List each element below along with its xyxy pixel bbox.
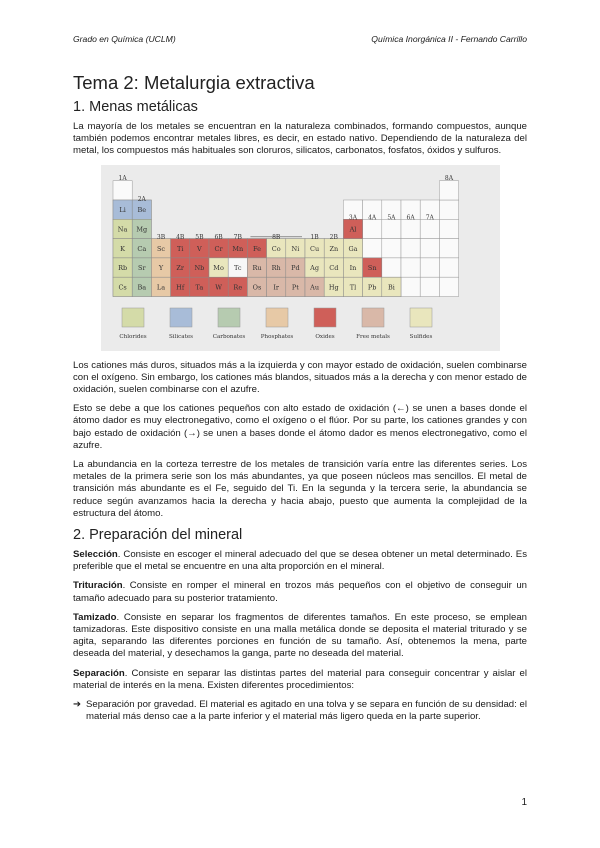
empty-cell: [362, 219, 381, 238]
section-1-paragraph-4: La abundancia en la corteza terrestre de los metales de transición varía entre las diferentes series. Los metales de la primera serie son los más abundantes, ya que poseen núcleos mas sencillos. El metal de transición más abundante es el Fe, seguido del Ti. En la segunda y la tercera serie, la abundancia se reduce según avanzamos hacia la derecha y hacia abajo, puesto que aumenta la complejidad de la estructura del átomo.: [73, 459, 527, 519]
group-label: 2B: [329, 233, 338, 241]
empty-cell: [420, 277, 439, 296]
group-label: 3A: [348, 214, 357, 222]
empty-cell: [420, 258, 439, 277]
legend-label: Oxides: [314, 333, 335, 340]
legend-label: Sulfides: [409, 333, 432, 340]
legend-label: Chlorides: [118, 333, 147, 340]
element-symbol: Ga: [347, 244, 358, 253]
element-symbol: V: [196, 244, 202, 253]
section-2-heading: 2. Preparación del mineral: [73, 527, 243, 544]
element-symbol: Pt: [291, 282, 299, 291]
element-symbol: W: [214, 282, 222, 291]
element-symbol: Au: [309, 282, 319, 291]
term-tamizado: Tamizado: [73, 611, 117, 623]
element-symbol: Mn: [231, 244, 243, 253]
group-label: 3B: [156, 233, 165, 241]
term-trituracion: Trituración: [73, 580, 123, 592]
element-symbol: Os: [252, 282, 261, 291]
element-symbol: Bi: [387, 282, 395, 291]
legend-label: Phosphates: [260, 333, 293, 340]
text-tamizado: . Consiste en separar los fragmentos de diferentes tamaños. En este proceso, se emplean tamizadoras. Este dispositivo consiste en una malla metálica donde se deposita el material triturado y se agita, separando las diferentes porciones en función de su tamaño. Así, obtenemos la mena, parte deseada del material, y desechamos la ganga, parte no deseada del material.: [73, 611, 527, 660]
element-symbol: Sn: [367, 263, 377, 272]
empty-cell: [439, 258, 458, 277]
definition-tamizado: [73, 612, 527, 661]
element-symbol: Tl: [349, 282, 356, 291]
element-symbol: K: [119, 244, 125, 253]
group-label: 6A: [406, 214, 415, 222]
element-symbol: Li: [118, 205, 126, 214]
page-title: Tema 2: Metalurgia extractiva: [73, 72, 315, 93]
legend-label: Carbonates: [212, 333, 245, 340]
element-symbol: Al: [349, 225, 356, 234]
text-seleccion: . Consiste en escoger el mineral adecuado del que se desea obtener un metal determinado. Es preferible que el metal se encuentre en una alta proporción en el mineral.: [73, 549, 527, 573]
empty-cell: [439, 200, 458, 219]
element-symbol: Ni: [291, 244, 299, 253]
empty-cell: [439, 277, 458, 296]
legend-swatch: [362, 308, 384, 327]
empty-cell: [439, 180, 458, 199]
group-label: 4A: [367, 214, 376, 222]
element-symbol: Tc: [233, 263, 242, 272]
group-label: 1A: [118, 174, 127, 182]
group-label: 7B: [233, 233, 242, 241]
legend-swatch: [218, 308, 240, 327]
legend-label: Free metals: [355, 333, 390, 340]
element-symbol: Pb: [367, 282, 376, 291]
legend-label: Silicates: [168, 333, 193, 340]
text-trituracion: . Consiste en romper el mineral en trozos más pequeños con el objetivo de conseguir un tamaño adecuado para su posterior tratamiento.: [73, 580, 527, 604]
section-1-paragraph-3: Esto se debe a que los cationes pequeños con alto estado de oxidación (←) se unen a bases donde el átomo dador es muy electronegativo, como el oxígeno o el flúor. Por su parte, los cationes grandes y con bajo estado de oxidación (→) se unen a bases donde el átomo dador es menos electronegativo, como el azufre.: [73, 403, 527, 451]
arrow-right-icon: ➔: [73, 699, 82, 711]
separation-methods-list: [73, 699, 527, 723]
group-label: 5A: [386, 214, 395, 222]
section-1-paragraph-2: Los cationes más duros, situados más a la izquierda y con mayor estado de oxidación, suelen combinarse con el oxígeno. Sin embargo, los cationes más blandos, situados más a la derecha y con menor estado de oxidación, suelen combinarse con el azufre.: [73, 359, 527, 396]
group-label: 7A: [425, 214, 434, 222]
legend-swatch: [122, 308, 144, 327]
term-seleccion: Selección: [73, 549, 118, 561]
element-symbol: Ta: [195, 282, 203, 291]
legend-swatch: [410, 308, 432, 327]
element-symbol: Rh: [271, 263, 281, 272]
empty-cell: [420, 238, 439, 257]
element-symbol: Cs: [117, 282, 127, 291]
element-symbol: Cu: [309, 244, 319, 253]
element-symbol: Na: [117, 225, 127, 234]
group-label: 8B: [271, 233, 280, 241]
element-symbol: Mg: [135, 225, 147, 234]
empty-cell: [381, 219, 400, 238]
element-symbol: Pd: [290, 263, 300, 272]
group-label: 2A: [137, 195, 146, 203]
periodic-table-figure: [101, 165, 500, 351]
element-symbol: Y: [158, 263, 163, 272]
element-symbol: Ag: [309, 263, 319, 272]
section-1-intro: La mayoría de los metales se encuentran en la naturaleza combinados, formando compuestos, aunque también podemos encontrar metales libres, es decir, en estado nativo. Dependiendo de la naturaleza del metal, los compuestos más habituales son cloruros, silicatos, carbonatos, fosfatos, óxidos y sulfuros.: [73, 121, 527, 157]
group-label: 6B: [213, 233, 223, 241]
element-symbol: Zn: [328, 244, 338, 253]
legend-swatch: [314, 308, 336, 327]
definition-separacion: [73, 668, 527, 692]
element-symbol: Sc: [156, 244, 165, 253]
element-symbol: La: [156, 282, 165, 291]
empty-cell: [439, 219, 458, 238]
element-symbol: Hg: [328, 282, 339, 291]
empty-cell: [401, 219, 420, 238]
term-separacion: Separación: [73, 667, 125, 679]
element-symbol: Cr: [214, 244, 223, 253]
group-label: 4B: [175, 233, 184, 241]
element-symbol: Sr: [137, 263, 146, 272]
group-label: 1B: [309, 233, 319, 241]
element-symbol: Ru: [251, 263, 262, 272]
element-symbol: Ca: [136, 244, 146, 253]
legend-swatch: [266, 308, 288, 327]
page-content: [73, 72, 527, 723]
element-symbol: Zr: [175, 263, 184, 272]
element-symbol: Ba: [136, 282, 146, 291]
legend-swatch: [170, 308, 192, 327]
list-item: [73, 699, 527, 723]
empty-cell: [439, 238, 458, 257]
element-symbol: Be: [136, 205, 146, 214]
empty-cell: [401, 277, 420, 296]
page-header: [73, 34, 527, 48]
page-number: 1: [521, 797, 527, 808]
element-symbol: Nb: [193, 263, 204, 272]
empty-cell: [362, 238, 381, 257]
header-course: Grado en Química (UCLM): [73, 34, 176, 44]
empty-cell: [401, 238, 420, 257]
element-symbol: Mo: [212, 263, 224, 272]
element-symbol: Cd: [328, 263, 338, 272]
element-symbol: Fe: [252, 244, 261, 253]
empty-cell: [113, 180, 132, 199]
definition-seleccion: [73, 549, 527, 573]
definition-trituracion: [73, 580, 527, 604]
group-label: 8A: [444, 174, 453, 182]
element-symbol: Co: [271, 244, 281, 253]
text-separacion: . Consiste en separar las distintas partes del material para conseguir concentrar y aislar el material de interés en la mena. Existen diferentes procedimientos:: [73, 667, 527, 691]
section-1-heading: 1. Menas metálicas: [73, 99, 198, 115]
empty-cell: [401, 258, 420, 277]
empty-cell: [381, 258, 400, 277]
element-symbol: Ir: [272, 282, 279, 291]
group-label: 5B: [194, 233, 204, 241]
element-symbol: Rb: [117, 263, 127, 272]
periodic-table-svg: [101, 165, 500, 351]
element-symbol: Re: [232, 282, 242, 291]
empty-cell: [381, 238, 400, 257]
element-symbol: Ti: [176, 244, 183, 253]
element-symbol: Hf: [175, 282, 184, 291]
empty-cell: [420, 219, 439, 238]
element-symbol: In: [349, 263, 356, 272]
list-item-text: Separación por gravedad. El material es agitado en una tolva y se separa en función de su densidad: el material más denso cae a la parte inferior y el material más ligero queda en la parte superior.: [86, 699, 527, 723]
header-author: Química Inorgánica II - Fernando Carrillo: [371, 34, 527, 44]
